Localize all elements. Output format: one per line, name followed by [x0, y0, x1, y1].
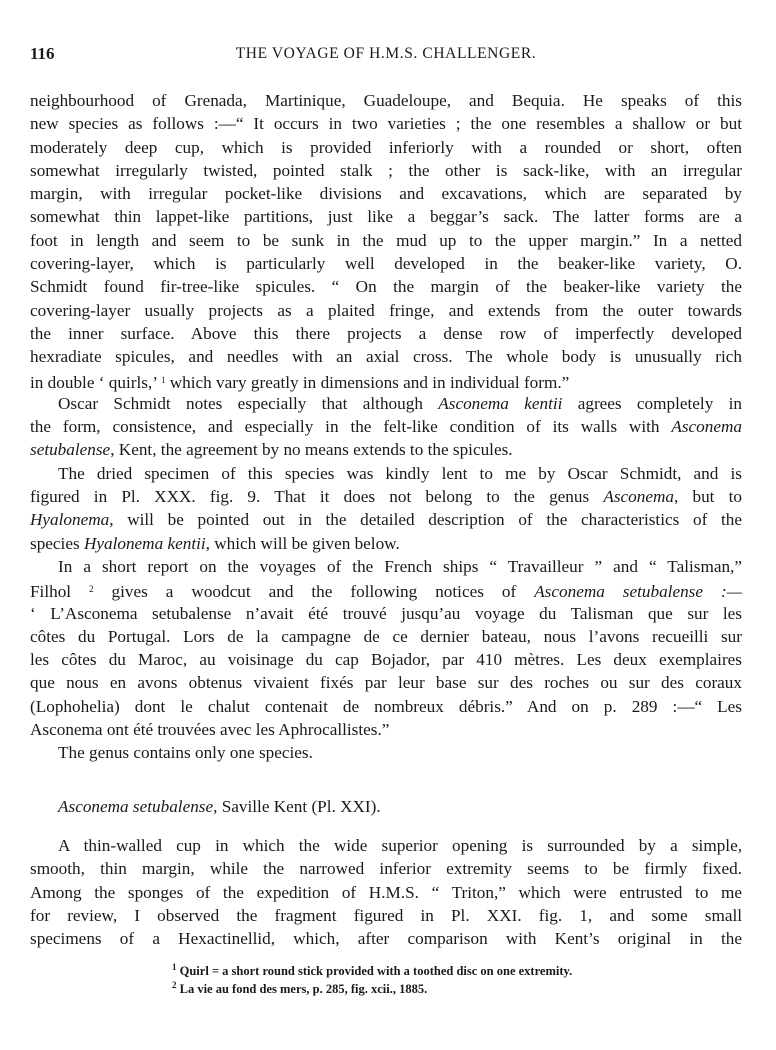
text-line	[30, 438, 742, 461]
italic-text: Asconema setubalense :—	[534, 582, 742, 602]
text-run: covering-layer usually projects as a plaited fringe, and extends from the outer towards	[30, 300, 742, 320]
text-line	[30, 159, 742, 182]
text-line	[30, 695, 742, 718]
text-run: foot in length and seem to be sunk in the mud up to the upper margin.” In a netted	[30, 230, 742, 250]
text-line	[30, 508, 742, 531]
text-line	[30, 578, 742, 601]
text-run: for review, I observed the fragment figured in Pl. XXI. fig. 1, and some small	[30, 905, 742, 925]
text-run: in double ‘ quirls,’	[30, 372, 161, 392]
italic-text: Asconema	[671, 417, 742, 437]
text-run: ‘ L’Asconema setubalense n’avait été trouvé jusqu’au voyage du Talisman que sur les	[30, 603, 742, 623]
text-line	[30, 112, 742, 135]
text-run: The dried specimen of this species was kindly lent to me by Oscar Schmidt, and is	[58, 463, 742, 483]
text-line	[30, 275, 742, 298]
text-run: les côtes du Maroc, au voisinage du cap Bojador, par 410 mètres. Les deux exemplaires	[30, 650, 742, 670]
text-run: which vary greatly in dimensions and in individual form.”	[165, 372, 570, 392]
text-run: smooth, thin margin, while the narrowed inferior extremity seems to be firmly fixed.	[30, 859, 742, 879]
italic-text: Asconema	[603, 487, 674, 507]
text-run: The genus contains only one species.	[58, 743, 313, 763]
text-line	[30, 345, 742, 368]
italic-text: Hyalonema kentii	[83, 533, 206, 553]
footnote-mark: 2	[172, 980, 177, 990]
italic-text: Asconema kentii	[438, 393, 563, 413]
text-run: hexradiate spicules, and needles with an axial cross. The whole body is unusually rich	[30, 347, 742, 367]
text-run: agrees completely in	[562, 393, 742, 413]
text-run: the inner surface. Above this there projects a dense row of imperfectly developed	[30, 323, 742, 343]
text-run: figured in Pl. XXX. fig. 9. That it does not belong to the genus	[30, 487, 604, 507]
page-number: 116	[30, 44, 55, 63]
text-line	[30, 927, 742, 950]
text-run: A thin-walled cup in which the wide superior opening is surrounded by a simple,	[58, 836, 742, 855]
text-run: species	[30, 533, 84, 553]
text-run: Filhol	[30, 582, 90, 602]
text-run: neighbourhood of Grenada, Martinique, Guadeloupe, and Bequia. He speaks of this	[30, 91, 742, 110]
text-line	[30, 136, 742, 159]
text-run: , which will be given below.	[205, 533, 400, 553]
text-run: the form, consistence, and especially in the felt-like condition of its walls with	[30, 417, 672, 437]
text-run: somewhat thin lappet-like partitions, just like a beggar’s sack. The latter forms are a	[30, 207, 742, 227]
text-line	[30, 392, 742, 415]
text-run: , will be pointed out in the detailed description of the characteristics of the	[109, 510, 742, 530]
text-line	[30, 205, 742, 228]
running-title: THE VOYAGE OF H.M.S. CHALLENGER.	[235, 45, 537, 62]
footnote-2	[172, 980, 427, 997]
text-line	[30, 182, 742, 205]
text-line	[30, 718, 742, 741]
body-text-section-2	[30, 834, 742, 950]
text-run: que nous en avons obtenus vivaient fixés par leur base sur des roches ou sur des coraux	[30, 673, 742, 693]
text-run: Among the sponges of the expedition of H.M.S. “ Triton,” which were entrusted to me	[30, 882, 742, 902]
species-authority: , Saville Kent (Pl. XXI).	[213, 797, 381, 816]
body-text-section-1	[30, 89, 742, 765]
text-run: In a short report on the voyages of the French ships “ Travailleur ” and “ Talisman,”	[58, 556, 742, 576]
text-line	[30, 881, 742, 904]
footnote-mark: 1	[172, 962, 177, 972]
footnote-text: La vie au fond des mers, p. 285, fig. xcii., 1885.	[179, 982, 428, 996]
text-line	[30, 741, 742, 764]
text-line	[30, 229, 742, 252]
text-run: , but to	[674, 487, 742, 507]
text-line	[30, 857, 742, 880]
text-line	[30, 532, 742, 555]
text-line	[30, 415, 742, 438]
text-line	[30, 555, 742, 578]
text-line	[30, 299, 742, 322]
text-run: Asconema ont été trouvées avec les Aphrocallistes.”	[30, 720, 390, 740]
species-name: Asconema setubalense	[58, 797, 214, 816]
text-run: côtes du Portugal. Lors de la campagne de ce dernier bateau, nous l’avons recueilli sur	[30, 626, 742, 646]
text-line	[30, 462, 742, 485]
text-line	[30, 834, 742, 857]
text-line	[30, 485, 742, 508]
text-run: gives a woodcut and the following notices of	[93, 582, 535, 602]
text-line	[30, 625, 742, 648]
text-run: specimens of a Hexactinellid, which, after comparison with Kent’s original in the	[30, 929, 742, 949]
footnote-reference: 1	[160, 374, 166, 385]
text-run: , Kent, the agreement by no means extends to the spicules.	[110, 440, 513, 460]
text-run: covering-layer, which is particularly well developed in the beaker-like variety, O.	[30, 254, 742, 274]
text-line	[30, 671, 742, 694]
italic-text: setubalense	[30, 440, 111, 460]
text-line	[30, 648, 742, 671]
italic-text: Hyalonema	[30, 510, 110, 530]
footnote-text: Quirl = a short round stick provided with a toothed disc on one extremity.	[179, 964, 573, 978]
species-heading	[58, 797, 381, 817]
footnote-1	[172, 962, 572, 979]
text-line	[30, 369, 742, 392]
text-line	[30, 602, 742, 625]
text-line	[30, 904, 742, 927]
text-run: new species as follows :—“ It occurs in two varieties ; the one resembles a shallow or but	[30, 114, 742, 134]
footnote-reference: 2	[89, 584, 94, 595]
text-run: Oscar Schmidt notes especially that although	[58, 393, 439, 413]
text-line	[30, 89, 742, 112]
text-run: moderately deep cup, which is provided inferiorly with a rounded or short, often	[30, 137, 742, 157]
text-line	[30, 322, 742, 345]
text-line	[30, 252, 742, 275]
running-header	[30, 44, 742, 66]
text-run: somewhat irregularly twisted, pointed stalk ; the other is sack-like, with an irregular	[30, 160, 742, 180]
text-run: (Lophohelia) dont le chalut contenait de nombreux débris.” And on p. 289 :—“ Les	[30, 696, 742, 716]
text-run: Schmidt found fir-tree-like spicules. “ On the margin of the beaker-like variety the	[30, 277, 742, 297]
text-run: margin, with irregular pocket-like divisions and excavations, which are separated by	[30, 184, 742, 204]
